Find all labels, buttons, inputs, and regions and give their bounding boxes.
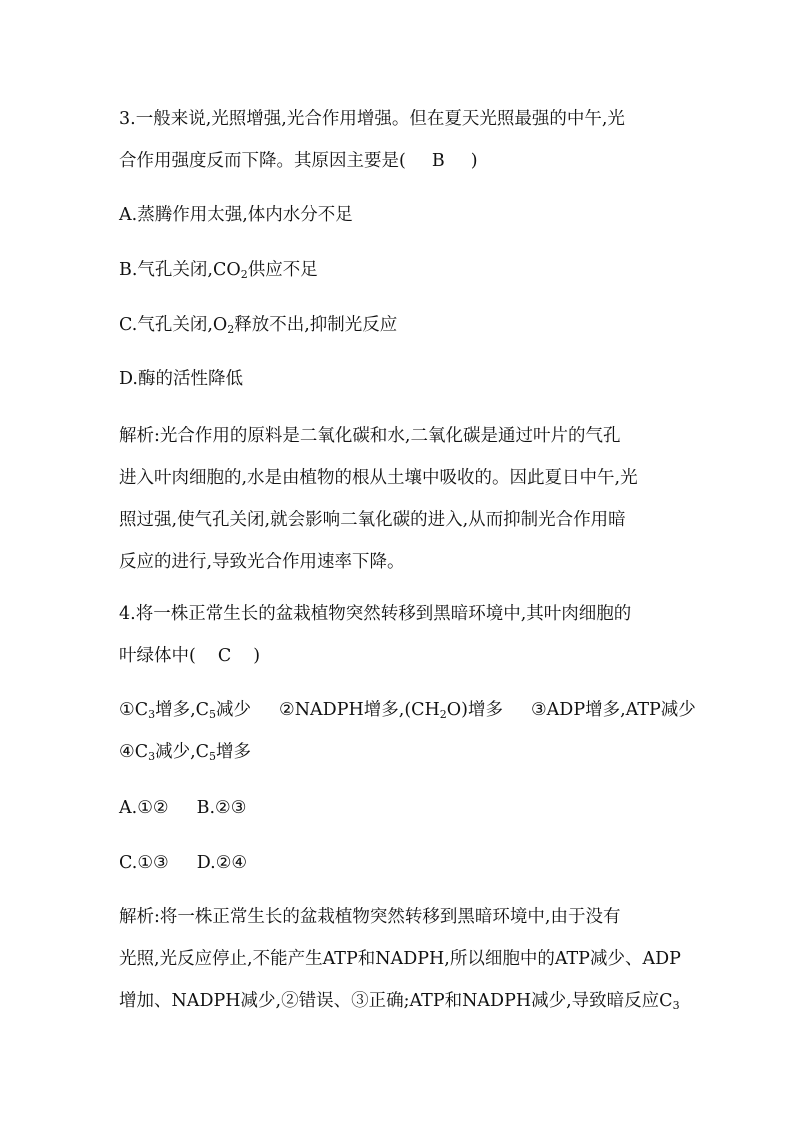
- q3-stem-line2: [119, 149, 478, 173]
- q4-item-1-subscript-2: 5: [209, 708, 217, 721]
- q3-answer: B: [431, 151, 445, 171]
- q4-analysis-subscript: 3: [672, 999, 680, 1012]
- q3-analysis-line2: [119, 466, 638, 490]
- q3-option-a: [119, 203, 353, 227]
- q4-items-line1: [119, 698, 696, 722]
- q4-item-1-text: 增多,C: [155, 700, 210, 720]
- q4-stem-close: ): [253, 646, 261, 666]
- q4-option-b: B.②③: [196, 798, 247, 818]
- q4-analysis-text: 解析:将一株正常生长的盆栽植物突然转移到黑暗环境中,由于没有: [119, 907, 621, 927]
- q4-options-line1: [119, 796, 246, 820]
- q3-option-a-text: A.蒸腾作用太强,体内水分不足: [119, 205, 353, 225]
- q4-item-3: ③ADP增多,ATP减少: [530, 700, 696, 720]
- q3-analysis-text: 反应的进行,导致光合作用速率下降。: [119, 552, 405, 572]
- q4-option-c: C.①③: [119, 853, 169, 873]
- q3-stem-text-2: 合作用强度反而下降。其原因主要是(: [119, 151, 406, 171]
- q3-analysis-text: 解析:光合作用的原料是二氧化碳和水,二氧化碳是通过叶片的气孔: [119, 426, 621, 446]
- q4-item-2: ②NADPH增多,(CH: [279, 700, 440, 720]
- q3-analysis-line1: [119, 424, 620, 448]
- q4-option-a: A.①②: [119, 798, 169, 818]
- q4-analysis-line3: [119, 989, 680, 1013]
- q4-stem-line2: [119, 644, 260, 668]
- q4-stem-text: 4.将一株正常生长的盆栽植物突然转移到黑暗环境中,其叶肉细胞的: [119, 604, 632, 624]
- q4-item-1-text-2: 减少: [216, 700, 252, 720]
- q3-option-d-text: D.酶的活性降低: [119, 369, 243, 389]
- q3-option-b-text: B.气孔关闭,CO: [119, 260, 241, 280]
- q4-item-4-subscript: 3: [148, 750, 156, 763]
- q4-options-line2: [119, 851, 247, 875]
- q3-option-c-subscript: 2: [227, 323, 235, 336]
- q3-option-d: [119, 367, 243, 391]
- q4-items-line2: [119, 740, 251, 764]
- q3-stem-text: 3.一般来说,光照增强,光合作用增强。但在夏天光照最强的中午,光: [119, 109, 625, 129]
- q4-stem-text-2: 叶绿体中(: [119, 646, 196, 666]
- q4-option-d: D.②④: [196, 853, 248, 873]
- q4-item-1: ①C: [119, 700, 149, 720]
- q4-item-2-subscript: 2: [439, 708, 447, 721]
- q4-item-1-subscript: 3: [148, 708, 156, 721]
- q3-analysis-text: 照过强,使气孔关闭,就会影响二氧化碳的进入,从而抑制光合作用暗: [119, 510, 626, 530]
- q3-option-b: [119, 258, 318, 282]
- q4-analysis-text: 增加、NADPH减少,②错误、③正确;ATP和NADPH减少,导致暗反应C: [119, 991, 673, 1011]
- q4-analysis-text: 光照,光反应停止,不能产生ATP和NADPH,所以细胞中的ATP减少、ADP: [119, 949, 681, 969]
- q3-analysis-line3: [119, 508, 626, 532]
- q3-analysis-line4: [119, 550, 405, 574]
- q3-analysis-text: 进入叶肉细胞的,水是由植物的根从土壤中吸收的。因此夏日中午,光: [119, 468, 638, 488]
- q3-option-c-text: C.气孔关闭,O: [119, 315, 228, 335]
- q3-option-c-text-2: 释放不出,抑制光反应: [234, 315, 398, 335]
- q4-item-2-text: O)增多: [446, 700, 503, 720]
- q4-item-4-subscript-2: 5: [209, 750, 217, 763]
- q4-analysis-line1: [119, 905, 620, 929]
- q4-stem-line1: [119, 602, 631, 626]
- q3-option-c: [119, 313, 397, 337]
- q3-stem-line1: [119, 107, 625, 131]
- q3-option-b-text-2: 供应不足: [247, 260, 318, 280]
- q4-answer: C: [217, 646, 232, 666]
- q4-item-4: ④C: [119, 742, 149, 762]
- q4-analysis-line2: [119, 947, 681, 971]
- q3-stem-close: ): [470, 151, 478, 171]
- q3-option-b-subscript: 2: [240, 268, 248, 281]
- q4-item-4-text-2: 增多: [216, 742, 252, 762]
- q4-item-4-text: 减少,C: [155, 742, 210, 762]
